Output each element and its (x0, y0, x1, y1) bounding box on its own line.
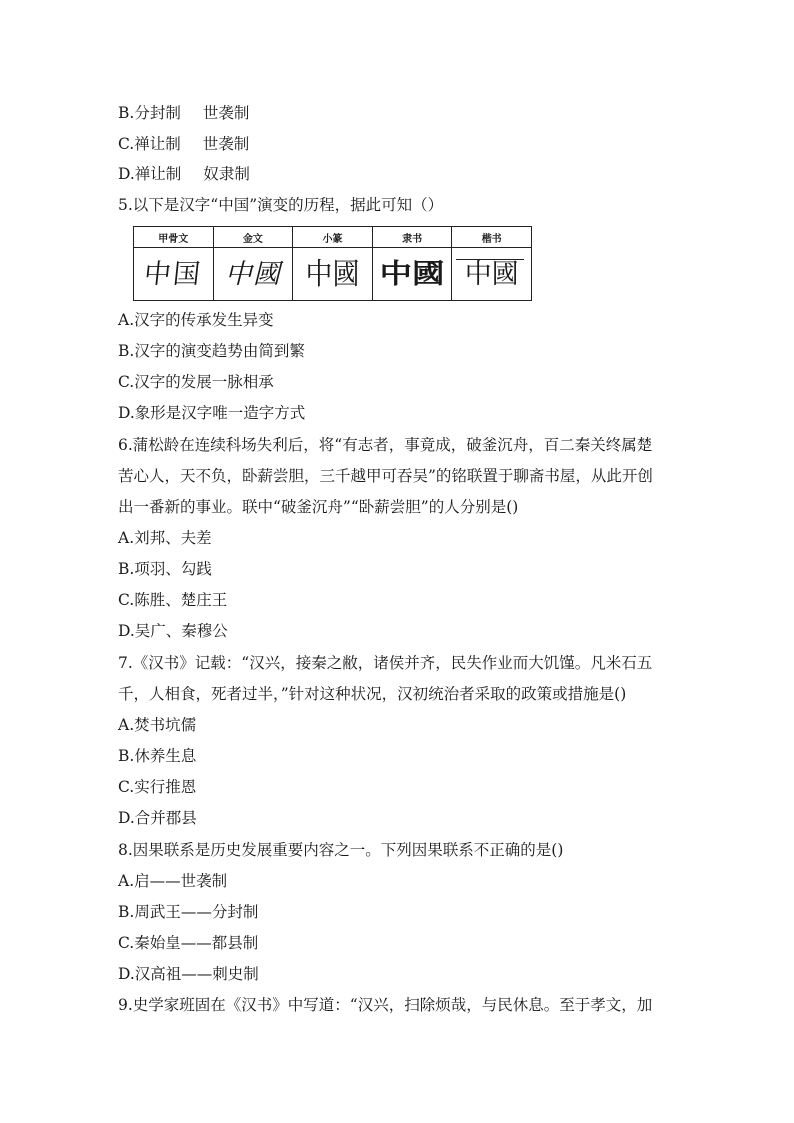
option-line: D.汉高祖——刺史制 (118, 965, 259, 983)
table-cell (134, 248, 214, 301)
option-line: D.象形是汉字唯一造字方式 (118, 404, 306, 422)
option-text: 奴隶制 (203, 165, 250, 183)
decorative-stroke (456, 259, 524, 260)
table-header: 甲骨文 (134, 227, 214, 248)
option-line (118, 134, 249, 154)
option-line: A.焚书坑儒 (118, 716, 197, 734)
option-text: 世袭制 (202, 135, 250, 153)
glyph-kaishu: 中國 (464, 258, 519, 290)
option-line: A.启——世袭制 (118, 872, 228, 890)
table-cell (293, 248, 373, 301)
option-line: B.项羽、勾践 (118, 560, 212, 578)
table-cell (452, 248, 532, 301)
table-header: 隶书 (372, 227, 452, 248)
option-line: A.汉字的传承发生异变 (118, 311, 274, 329)
option-line (118, 103, 249, 123)
option-line (118, 164, 250, 184)
option-line: C.实行推恩 (118, 778, 197, 796)
question-6-stem: 出一番新的事业。联中“破釜沉舟”“卧薪尝胆”的人分别是() (118, 498, 519, 516)
option-text: D.禅让制 (118, 165, 182, 183)
glyph-jiaguwen: 中国 (142, 258, 204, 290)
table-header: 楷书 (452, 227, 532, 248)
question-7-stem: 7.《汉书》记载：“汉兴，接秦之敝，诸侯并齐，民失作业而大饥馑。凡米石五 (118, 654, 653, 672)
question-5-stem: 5.以下是汉字“中国”演变的历程，据此可知（） (118, 196, 444, 214)
question-6-stem: 苦心人，天不负，卧薪尝胆，三千越甲可吞吴”的铭联置于聊斋书屋，从此开创 (118, 467, 653, 485)
option-line: C.陈胜、楚庄王 (118, 591, 228, 609)
option-line: D.合并郡县 (118, 809, 197, 827)
option-line: A.刘邦、夫差 (118, 529, 212, 547)
table-header: 金文 (213, 227, 293, 248)
glyph-xiaozhuan: 中國 (305, 256, 360, 292)
option-line: B.休养生息 (118, 747, 197, 765)
question-8-stem: 8.因果联系是历史发展重要内容之一。下列因果联系不正确的是() (118, 841, 564, 859)
option-text: 世袭制 (202, 104, 250, 122)
character-evolution-table (133, 226, 532, 301)
option-line: C.秦始皇——都县制 (118, 934, 259, 952)
option-line: D.吴广、秦穆公 (118, 622, 228, 640)
option-text: C.禅让制 (118, 135, 181, 153)
option-line: B.周武王——分封制 (118, 903, 259, 921)
table-header: 小篆 (293, 227, 373, 248)
question-9-stem: 9.史学家班固在《汉书》中写道：“汉兴，扫除烦哉，与民休息。至于孝文，加 (118, 996, 653, 1014)
option-line: C.汉字的发展一脉相承 (118, 373, 274, 391)
glyph-jinwen: 中國 (224, 258, 281, 290)
question-6-stem: 6.蒲松龄在连续科场失利后，将“有志者，事竟成，破釜沉舟，百二秦关终属楚 (118, 436, 653, 454)
table-cell (213, 248, 293, 301)
question-7-stem: 千，人相食，死者过半，”针对这种状况，汉初统治者采取的政策或措施是() (118, 685, 627, 703)
option-text: B.分封制 (118, 104, 181, 122)
table-cell (372, 248, 452, 301)
glyph-lishu: 中國 (379, 258, 445, 290)
option-line: B.汉字的演变趋势由简到繁 (118, 342, 305, 360)
